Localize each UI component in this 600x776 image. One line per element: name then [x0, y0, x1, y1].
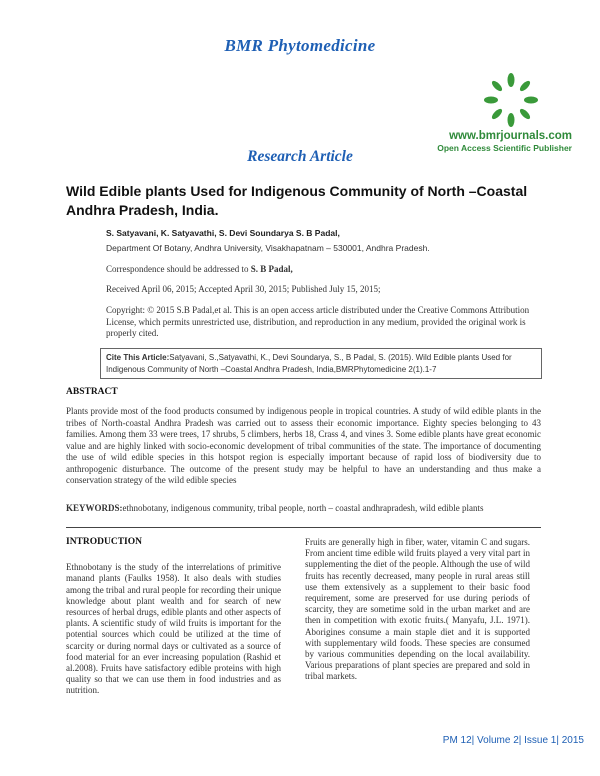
section-divider: [66, 527, 541, 528]
keywords: [66, 503, 541, 515]
intro-left-column: [66, 537, 281, 697]
abstract-heading: ABSTRACT: [66, 387, 118, 397]
article-type-label: Research Article: [247, 148, 353, 165]
author-list: S. Satyavani, K. Satyavathi, S. Devi Soundarya S. B Padal,: [106, 228, 340, 238]
correspondence-name: S. B Padal,: [250, 264, 293, 274]
publisher-tagline: Open Access Scientific Publisher: [437, 143, 572, 153]
correspondence-prefix: Correspondence should be addressed to: [106, 264, 249, 274]
citation-box: [100, 348, 542, 379]
author-affiliation: Department Of Botany, Andhra University, Visakhapatnam – 530001, Andhra Pradesh.: [106, 243, 430, 253]
abstract-body: Plants provide most of the food products consumed by indigenous people in tropical countries. A study of wild edible plants in the tribes of North-coastal Andhra Pradesh was carried out to assess their economic importance. Eighty species belonging to 43 families. Among them 33 were trees, 17 shrubs, 5 climbers, herbs 18, Crass 4, and vines 3. Some edible plants have great economic value and are highly linked with socio-economic development of tribal communities of the state. The importance of documenting the use of wild edible species in this hotspot region is especially important because of rapid loss of biodiversity due to anthropogenic disturbance. The outcome of the present study may be helpful to have an understanding and thus make a conservation strategy of the wild edible species: [66, 406, 541, 485]
keywords-text: ethnobotany, indigenous community, tribal people, north – coastal andhrapradesh, wild edible plants: [122, 503, 484, 513]
citation-text: Satyavani, S.,Satyavathi, K., Devi Soundarya, S., B Padal, S. (2015). Wild Edible plants Used for Indigenous Community of North –Coastal Andhra Pradesh, India,BMRPhytomedicine 2(1).1-7: [106, 353, 512, 374]
publication-dates: Received April 06, 2015; Accepted April 30, 2015; Published July 15, 2015;: [106, 284, 381, 294]
correspondence-line: [106, 264, 293, 274]
journal-title: BMR Phytomedicine: [224, 36, 376, 55]
page-footer: PM 12| Volume 2| Issue 1| 2015: [442, 735, 584, 746]
introduction-heading: INTRODUCTION: [66, 537, 143, 547]
citation-label: Cite This Article:: [106, 353, 170, 362]
keywords-label: KEYWORDS:: [66, 503, 123, 513]
intro-right-column: [305, 537, 530, 683]
intro-left-text: Ethnobotany is the study of the interrelations of primitive manand plants (Faulks 1958). It also deals with studies among the tribal and rural people for recording their unique knowledge about plant wealth and for search of new resources of herbal drugs, edible plants and other aspects of plants. A scientific study of wild fruits is important for the potential sources which could be utilized at the time of scarcity or during normal days or cultivated as a source of food material for an ever increasing population (Rashid et al.2008). Fruits have satisfactory edible proteins with high quality so that we can use them in food industries and as nutrition.: [66, 562, 281, 696]
copyright-notice: Copyright: © 2015 S.B Padal,et al. This is an open access article distributed under the Creative Commons Attribution License, which permits unrestricted use, distribution, and reproduction in any medium, provided the original work is properly cited.: [106, 305, 530, 338]
paper-title: Wild Edible plants Used for Indigenous Community of North –Coastal Andhra Pradesh, India.: [66, 183, 528, 218]
leaf-logo-icon: [476, 72, 546, 128]
intro-right-text: Fruits are generally high in fiber, water, vitamin C and sugars. From ancient time edible wild fruits played a very vital part in supplementing the diet of the people. Although the use of wild fruits has recently decreased, many people in rural areas still use them extensively as a supplement to their basic food requirement, some are preserved for use during periods of scarcity, they are sometime sold in the urban market and are then in competition with exotic fruits.( Manyafu, J.L. 1971). Aborigines consume a main staple diet and it is supported with supplementary wild foods. These species are consumed by various communities depending on the local availability. Various preparations of plant species are prepared and sold in tribal markets.: [305, 537, 530, 682]
journal-website-link[interactable]: www.bmrjournals.com: [449, 130, 572, 142]
